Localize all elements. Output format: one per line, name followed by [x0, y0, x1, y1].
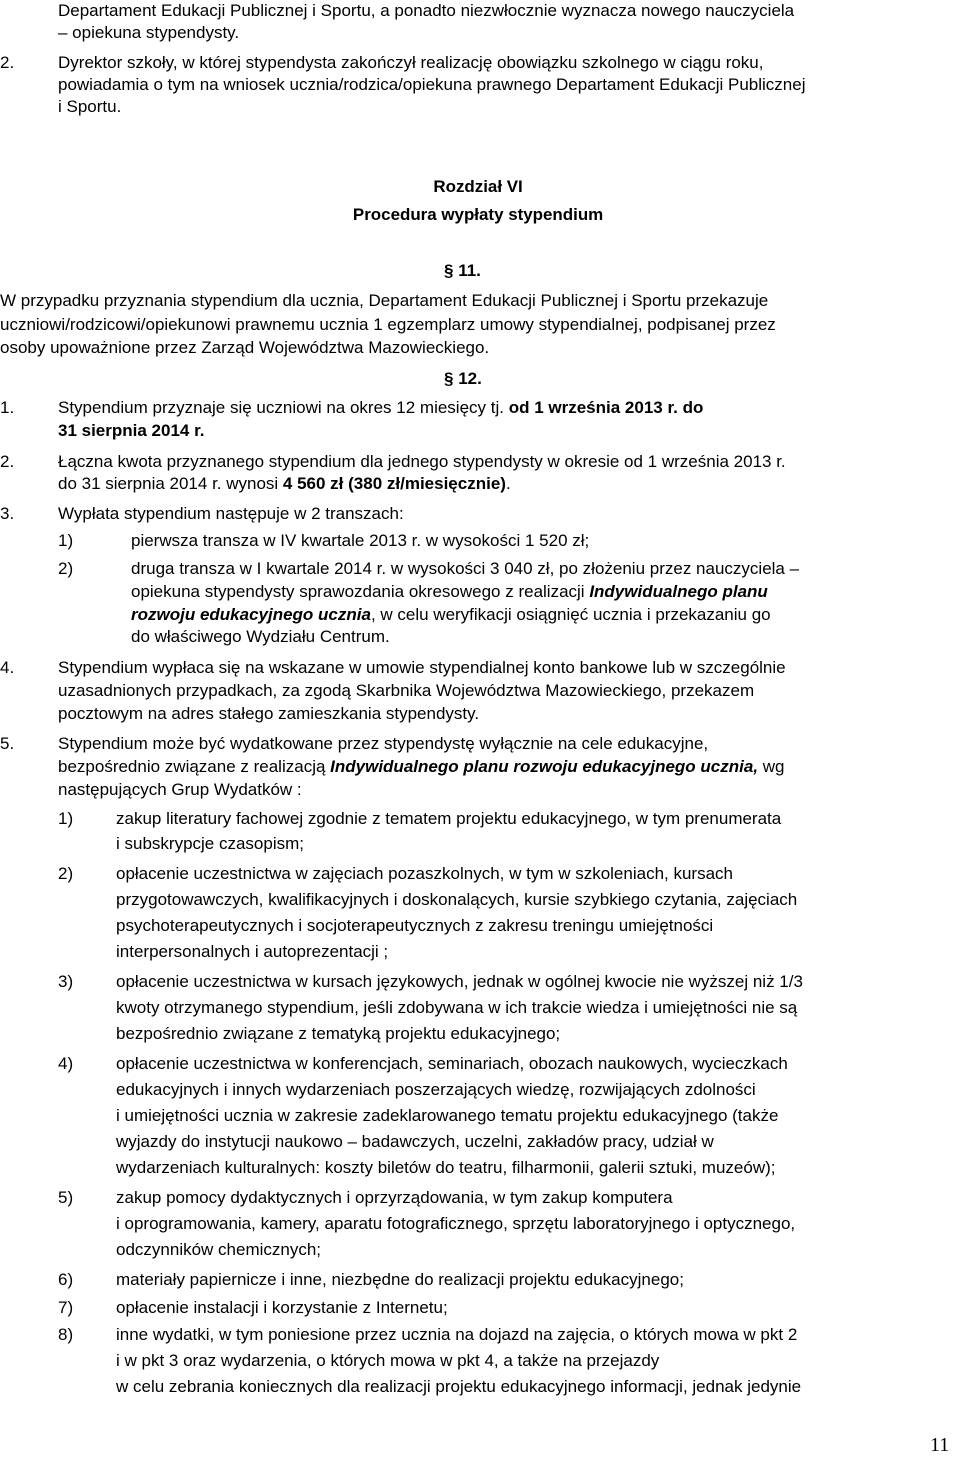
text-line: – opiekuna stypendysty. — [58, 23, 240, 42]
list-number: 3) — [58, 972, 74, 991]
text-line: odczynników chemicznych; — [116, 1240, 322, 1259]
list-number: 2) — [58, 864, 74, 883]
text-line: Dyrektor szkoły, w której stypendysta zakończył realizację obowiązku szkolnego w ciągu roku, — [58, 53, 764, 72]
text-line: i oprogramowania, kamery, aparatu fotograficznego, sprzętu laboratoryjnego i optycznego, — [116, 1214, 796, 1233]
text-run: wg — [758, 757, 785, 776]
list-number: 1. — [0, 398, 15, 417]
text-run: opiekuna stypendysty sprawozdania okresowego z realizacji — [131, 582, 590, 601]
text-line: i w pkt 3 oraz wydarzenia, o których mowa w pkt 4, a także na przejazdy — [116, 1351, 660, 1370]
plan-name: Indywidualnego planu rozwoju edukacyjnego ucznia, — [330, 757, 759, 776]
section-label: § 11. — [444, 261, 481, 280]
text-line: zakup literatury fachowej zgodnie z tematem projektu edukacyjnego, w tym prenumerata — [116, 809, 782, 828]
text-line — [58, 473, 511, 495]
text-line: opłacenie uczestnictwa w konferencjach, seminariach, obozach naukowych, wycieczkach — [116, 1054, 788, 1073]
text-line — [58, 756, 785, 778]
text-line: Stypendium wypłaca się na wskazane w umowie stypendialnej konto bankowe lub w szczególnie — [58, 658, 786, 677]
section-number: 11. — [458, 261, 481, 280]
text-line: zakup pomocy dydaktycznych i oprzyrządowania, w tym zakup komputera — [116, 1188, 673, 1207]
text-line: i Sportu. — [58, 97, 122, 116]
plan-name: rozwoju edukacyjnego ucznia — [131, 605, 371, 624]
text-line: i subskrypcje czasopism; — [116, 834, 305, 853]
page-number: 11 — [930, 1434, 950, 1456]
text-line: wyjazdy do instytucji naukowo – badawczych, uczelni, zakładów pracy, udział w — [116, 1132, 714, 1151]
list-number: 4) — [58, 1054, 74, 1073]
list-number: 1) — [58, 531, 74, 550]
text-line: pierwsza transza w IV kwartale 2013 r. w wysokości 1 520 zł; — [131, 531, 590, 550]
text-line: Stypendium może być wydatkowane przez stypendystę wyłącznie na cele edukacyjne, — [58, 734, 709, 753]
text-line: wydarzeniach kulturalnych: koszty biletów do teatru, filharmonii, galerii sztuki, muzeów); — [116, 1158, 776, 1177]
chapter-title: Rozdział VI — [433, 177, 523, 196]
list-number: 1) — [58, 809, 74, 828]
text-run: . — [505, 474, 511, 493]
date-end: 31 sierpnia 2014 r. — [58, 421, 205, 440]
text-line: Łączna kwota przyznanego stypendium dla jednego stypendysty w okresie od 1 września 2013 r. — [58, 452, 786, 471]
text-line: przygotowawczych, kwalifikacyjnych i doskonalących, kursie szybkiego czytania, zajęciach — [116, 890, 798, 909]
text-line: w celu zebrania koniecznych dla realizacji projektu edukacyjnego informacji, jednak jedynie — [116, 1377, 802, 1396]
text-line-content: W przypadku przyznania stypendium dla ucznia, Departament Edukacji Publicznej i Sportu przekazuje — [0, 291, 769, 310]
text-line: następujących Grup Wydatków : — [58, 780, 302, 799]
text-line: osoby upoważnione przez Zarząd Województwa Mazowieckiego. — [0, 338, 490, 357]
text-line — [0, 290, 956, 312]
list-number: 5) — [58, 1188, 74, 1207]
text-line: pocztowym na adres stałego zamieszkania stypendysty. — [58, 704, 480, 723]
text-line — [58, 397, 703, 419]
list-number: 2. — [0, 452, 15, 471]
list-number: 7) — [58, 1298, 74, 1317]
text-line: Departament Edukacji Publicznej i Sportu, a ponadto niezwłocznie wyznacza nowego nauczyciela — [58, 1, 795, 20]
text-line: Wypłata stypendium następuje w 2 transzach: — [58, 504, 404, 523]
text-line: powiadamia o tym na wniosek ucznia/rodzica/opiekuna prawnego Departament Edukacji Publicznej — [58, 75, 806, 94]
text-line: druga transza w I kwartale 2014 r. w wysokości 3 040 zł, po złożeniu przez nauczyciela – — [131, 559, 800, 578]
list-number: 6) — [58, 1270, 74, 1289]
section-label: § 12. — [444, 369, 482, 388]
text-line: inne wydatki, w tym poniesione przez ucznia na dojazd na zajęcia, o których mowa w pkt 2 — [116, 1325, 798, 1344]
text-line: opłacenie uczestnictwa w zajęciach pozaszkolnych, w tym w szkoleniach, kursach — [116, 864, 733, 883]
date-range: od 1 września 2013 r. do — [508, 398, 704, 417]
text-line: psychoterapeutycznych i socjoterapeutycznych z zakresu treningu umiejętności — [116, 916, 714, 935]
list-number: 4. — [0, 658, 15, 677]
text-line: uczniowi/rodzicowi/opiekunowi prawnemu ucznia 1 egzemplarz umowy stypendialnej, podpisanej przez — [0, 315, 776, 334]
text-line: opłacenie uczestnictwa w kursach językowych, jednak w ogólnej kwocie nie wyższej niż 1/3 — [116, 972, 803, 991]
text-line: i umiejętności ucznia w zakresie zadeklarowanego tematu projektu edukacyjnego (także — [116, 1106, 779, 1125]
list-number: 2) — [58, 559, 74, 578]
plan-name: Indywidualnego planu — [589, 582, 768, 601]
amount: 4 560 zł (380 zł/miesięcznie) — [282, 474, 506, 493]
text-line: bezpośrednio związane z tematyką projektu edukacyjnego; — [116, 1024, 561, 1043]
text-line: do właściwego Wydziału Centrum. — [131, 627, 390, 646]
text-run: , w celu weryfikacji osiągnięć ucznia i przekazaniu go — [370, 605, 771, 624]
text-line — [131, 581, 768, 603]
text-line — [131, 604, 771, 626]
text-line: opłacenie instalacji i korzystanie z Internetu; — [116, 1298, 448, 1317]
text-line: interpersonalnych i autoprezentacji ; — [116, 942, 389, 961]
text-run: do 31 sierpnia 2014 r. wynosi — [58, 474, 283, 493]
text-run: Stypendium przyznaje się uczniowi na okres 12 miesięcy tj. — [58, 398, 504, 417]
section-number: 12. — [458, 369, 482, 388]
text-line: kwoty otrzymanego stypendium, jeśli zdobywana w ich trakcie wiedza i umiejętności nie są — [116, 998, 798, 1017]
text-run: bezpośrednio związane z realizacją — [58, 757, 331, 776]
text-line: edukacyjnych i innych wydarzeniach poszerzających wiedzę, rozwijających zdolności — [116, 1080, 756, 1099]
list-number: 3. — [0, 504, 15, 523]
list-number: 2. — [0, 53, 15, 72]
chapter-subtitle: Procedura wypłaty stypendium — [352, 205, 604, 224]
list-number: 5. — [0, 734, 15, 753]
text-line: materiały papiernicze i inne, niezbędne do realizacji projektu edukacyjnego; — [116, 1270, 684, 1289]
text-line: uzasadnionych przypadkach, za zgodą Skarbnika Województwa Mazowieckiego, przekazem — [58, 681, 755, 700]
list-number: 8) — [58, 1325, 74, 1344]
